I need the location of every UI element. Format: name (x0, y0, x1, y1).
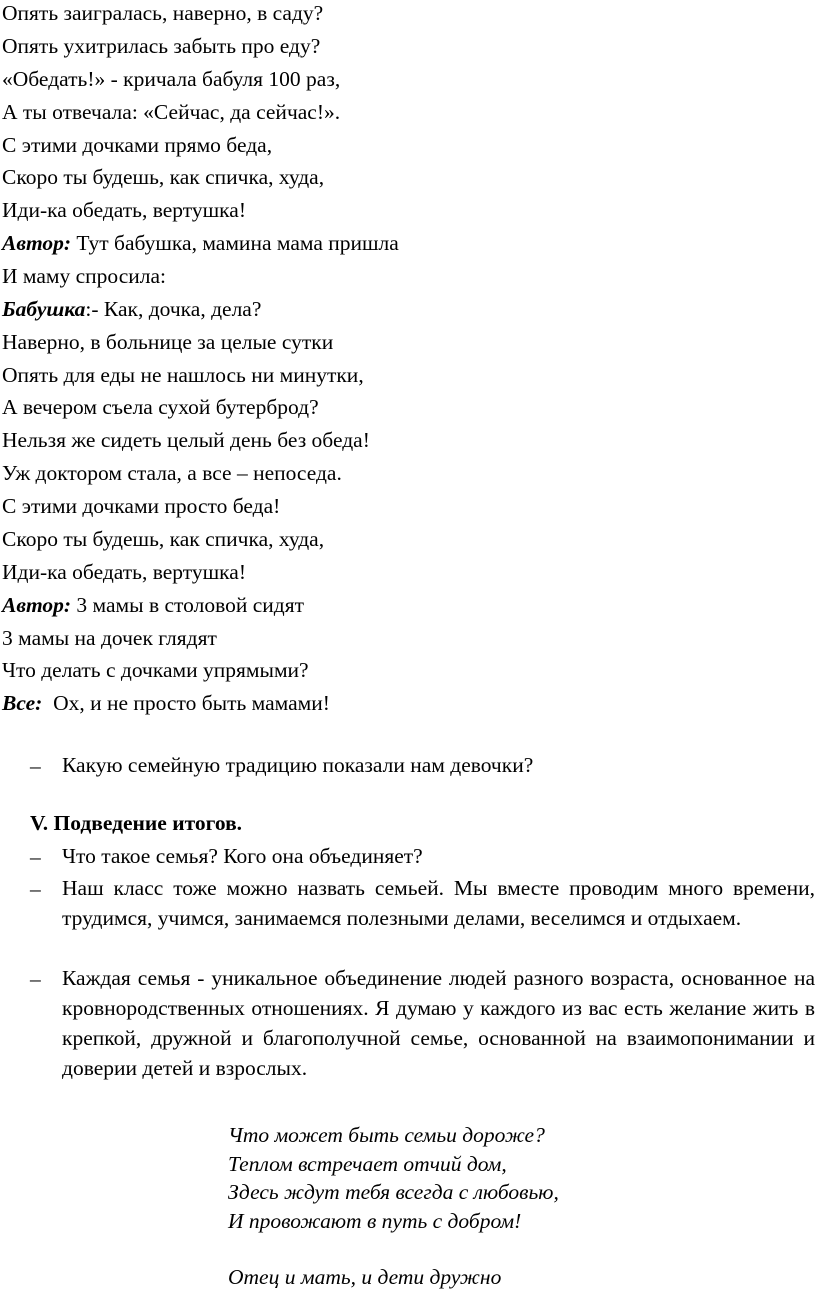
list-item: Что такое семья? Кого она объединяет? (62, 844, 423, 868)
verse-line: Опять заигралась, наверно, в саду? (2, 1, 324, 25)
verse-line: Иди-ка обедать, вертушка! (2, 560, 246, 584)
bullet-dash: – (30, 967, 41, 991)
speaker-label: Автор: (2, 231, 72, 255)
bullet-dash: – (30, 845, 41, 869)
speaker-label: Автор: (2, 593, 72, 617)
list-item: Каждая семья - уникальное объединение людей разного возраста, основанное на кровнородственных отношениях. Я думаю у каждого из вас есть желание жить в крепкой, дружной и благополучной семье, основанной на взаимопонимании и доверии детей и взрослых. (62, 966, 815, 1080)
bullet-dash: – (30, 754, 41, 778)
verse-line: Что делать с дочками упрямыми? (2, 658, 309, 682)
verse-line: Автор: Тут бабушка, мамина мама пришла (2, 231, 399, 255)
verse-line: Уж доктором стала, а все – непоседа. (2, 461, 342, 485)
verse-line: 3 мамы на дочек глядят (2, 626, 217, 650)
speaker-label: Бабушка (2, 297, 86, 321)
list-item: Наш класс тоже можно назвать семьей. Мы вместе проводим много времени, трудимся, учимся, занимаемся полезными делами, веселимся и отдыхаем. (62, 876, 815, 930)
poem-line: Отец и мать, и дети дружно (228, 1265, 502, 1289)
verse-line: Автор: 3 мамы в столовой сидят (2, 593, 305, 617)
section-heading: V. Подведение итогов. (30, 811, 243, 835)
verse-line: С этими дочками просто беда! (2, 494, 281, 518)
verse-line: С этими дочками прямо беда, (2, 133, 273, 157)
verse-line: Наверно, в больнице за целые сутки (2, 330, 334, 354)
poem-line: И провожают в путь с добром! (228, 1209, 522, 1233)
verse-line: Скоро ты будешь, как спичка, худа, (2, 527, 325, 551)
verse-line: Нельзя же сидеть целый день без обеда! (2, 428, 370, 452)
verse-line: Все: Ох, и не просто быть мамами! (2, 691, 330, 715)
verse-line: «Обедать!» - кричала бабуля 100 раз, (2, 67, 341, 91)
verse-line: Опять для еды не нашлось ни минутки, (2, 363, 364, 387)
verse-line: Скоро ты будешь, как спичка, худа, (2, 165, 325, 189)
speaker-label: Все: (2, 691, 43, 715)
verse-line: Иди-ка обедать, вертушка! (2, 198, 246, 222)
verse-line: А вечером съела сухой бутерброд? (2, 395, 319, 419)
verse-line: Бабушка:- Как, дочка, дела? (2, 297, 262, 321)
bullet-dash: – (30, 877, 41, 901)
verse-line: А ты отвечала: «Сейчас, да сейчас!». (2, 100, 341, 124)
verse-line: И маму спросила: (2, 264, 167, 288)
question-text: Какую семейную традицию показали нам девочки? (62, 753, 534, 777)
poem-line: Здесь ждут тебя всегда с любовью, (228, 1180, 559, 1204)
verse-line: Опять ухитрилась забыть про еду? (2, 34, 321, 58)
poem-line: Что может быть семьи дороже? (228, 1123, 545, 1147)
poem-line: Теплом встречает отчий дом, (228, 1152, 507, 1176)
